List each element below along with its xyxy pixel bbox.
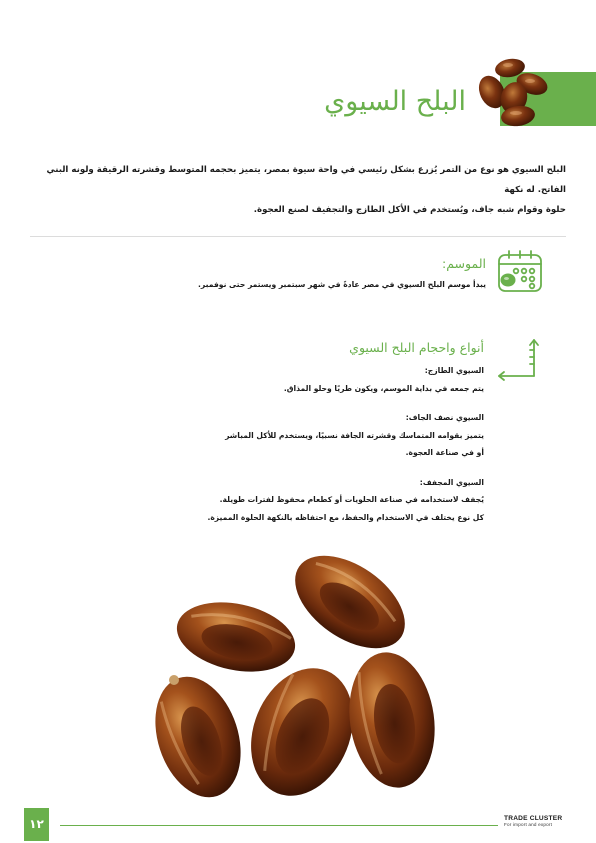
- season-heading: الموسم:: [442, 256, 486, 271]
- type-line: يُجفف لاستخدامه في صناعة الحلويات أو كطعام محفوظ لفترات طويلة.: [219, 495, 484, 504]
- section-divider: [30, 236, 566, 237]
- dates-photo: [140, 532, 440, 812]
- types-list: [104, 362, 484, 526]
- type-line: كل نوع يختلف في الاستخدام والحفظ، مع احتفاظه بالنكهة الحلوة المميزة.: [207, 512, 484, 522]
- type-line: يتم جمعه في بداية الموسم، ويكون طريًا وحلو المذاق.: [283, 383, 484, 393]
- intro-line: حلوة وقوام شبه جاف، ويُستخدم في الأكل الطازج والتجفيف لصنع العجوة.: [253, 205, 566, 215]
- type-line: يتميز بقوامه المتماسك وقشرته الجافة نسبيًا، ويستخدم للأكل المباشر: [225, 430, 484, 440]
- type-title: السيوي المجفف:: [419, 477, 484, 487]
- brand-tagline: For import and export: [504, 822, 553, 827]
- axis-size-icon: [494, 336, 542, 382]
- type-title: السيوي الطازج:: [424, 366, 484, 375]
- footer-divider: [60, 825, 498, 826]
- page-title: البلح السيوي: [324, 86, 466, 117]
- types-heading: أنواع واحجام البلح السيوي: [349, 340, 484, 355]
- type-line: أو في صناعة العجوة.: [405, 448, 484, 457]
- intro-paragraph: [40, 160, 566, 220]
- brand-name: TRADE CLUSTER: [504, 815, 563, 822]
- type-title: السيوي نصف الجاف:: [405, 413, 484, 422]
- season-text: يبدأ موسم البلح السيوي في مصر عادةً في شهر سبتمبر ويستمر حتى نوفمبر.: [198, 280, 486, 289]
- dates-cluster-small-image: [472, 52, 554, 130]
- brand-logo: [504, 815, 562, 827]
- calendar-icon: [496, 248, 544, 294]
- intro-line: البلح السيوي هو نوع من التمر يُزرع بشكل رئيسي في واحة سيوة بمصر، يتميز بحجمه المتوسط وقشرته الرقيقة ولونه البني الفاتح. له نكهة: [46, 165, 566, 195]
- page-number: ١٢: [24, 808, 49, 841]
